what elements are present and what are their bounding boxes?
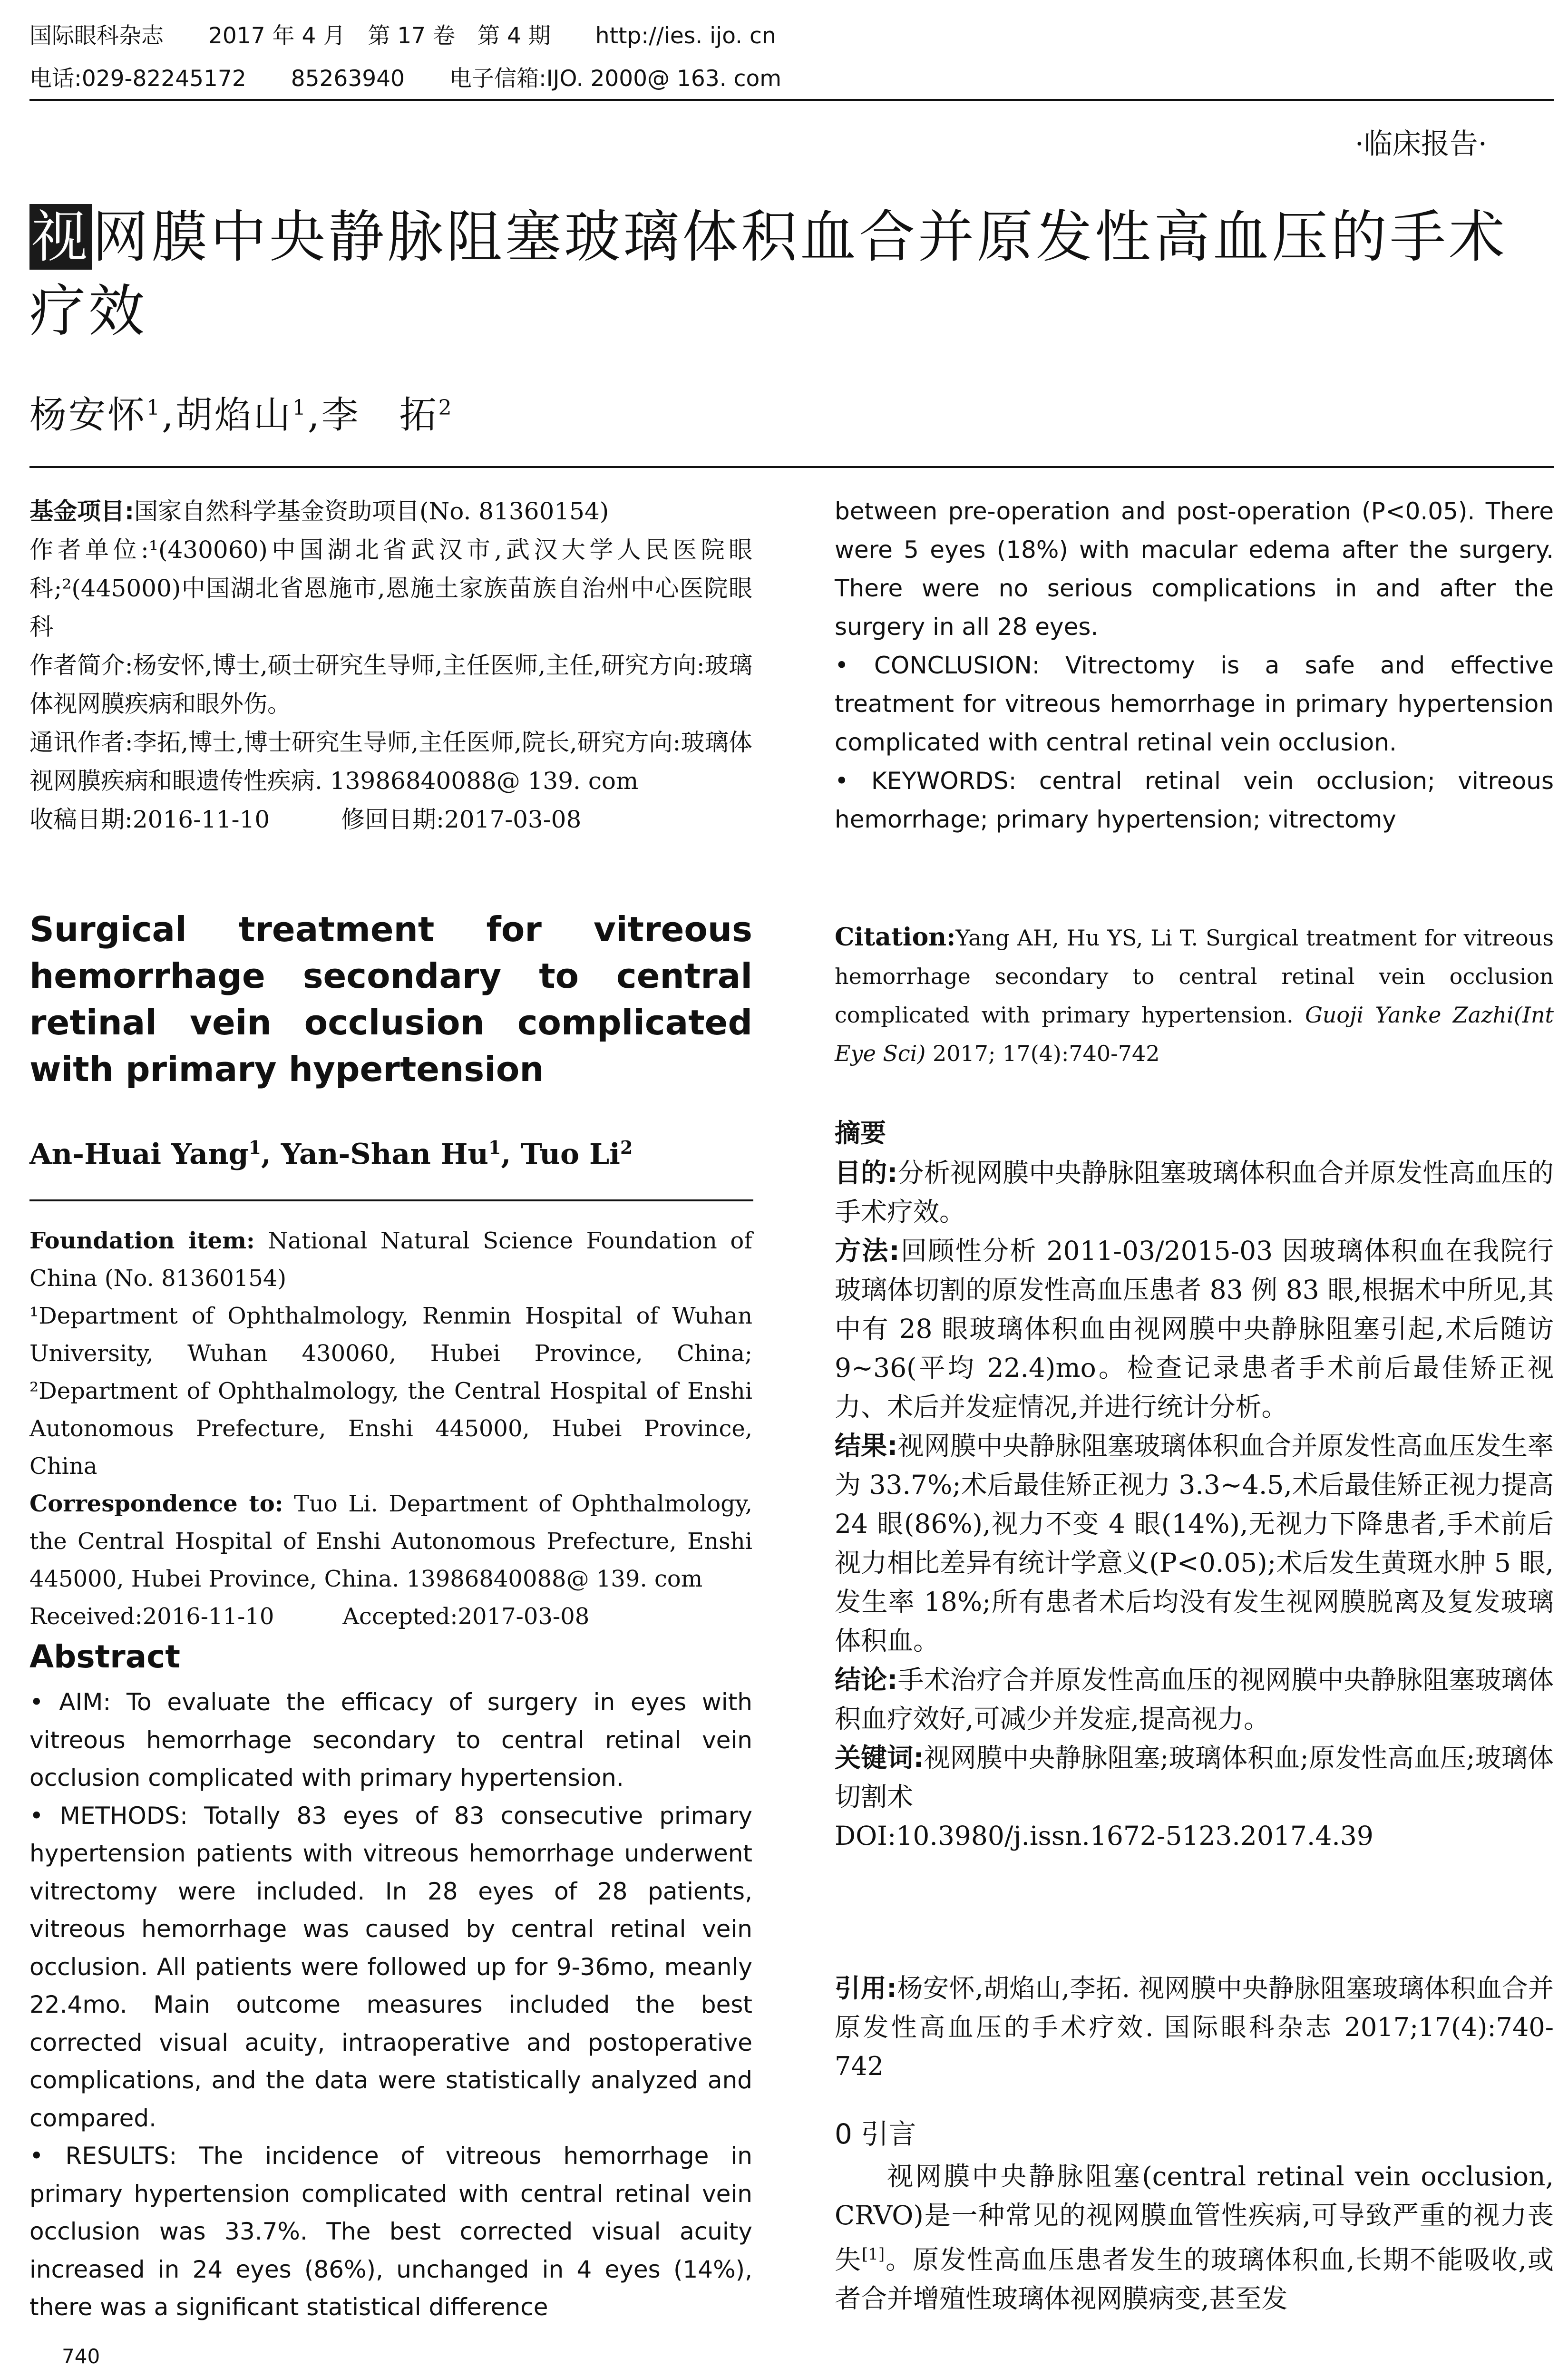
author-3: 李 拓 xyxy=(321,394,438,437)
citation-label: Citation: xyxy=(835,923,956,952)
citation-text: Yang AH, Hu YS, Li T. Surgical treatment for vitreous hemorrhage secondary to central retinal vein occlusion complicated with primary hypertension. xyxy=(835,925,1554,1028)
abstract-heading: Abstract xyxy=(29,1638,180,1675)
mudi-text: 分析视网膜中央静脉阻塞玻璃体积血合并原发性高血压的手术疗效。 xyxy=(835,1158,1554,1227)
author-3-sup: 2 xyxy=(438,396,454,420)
title-divider xyxy=(29,466,1554,468)
authors-divider xyxy=(29,1199,753,1201)
jieguo-label: 结果: xyxy=(835,1431,898,1461)
jieguo-text: 视网膜中央静脉阻塞玻璃体积血合并原发性高血压发生率为 33.7%;术后最佳矫正视力 3.3~4.5,术后最佳矫正视力提高 24 眼(86%),视力不变 4 眼(14%),无视力下降患者,手术前后视力相比差异有统计学意义(P<0.05);术后发生黄斑水肿 5 眼,发生率 18%;所有患者术后均没有发生视网膜脱离及复发玻璃体积血。 xyxy=(835,1431,1554,1656)
authors-cn: 杨安怀$^1$,胡焰山$^1$,李 拓$^2$ xyxy=(29,394,454,437)
article-metadata-cn xyxy=(29,492,752,839)
affiliations-en xyxy=(29,1222,752,1636)
intro-text xyxy=(835,2157,1554,2318)
author-2: 胡焰山 xyxy=(175,394,292,437)
header-divider xyxy=(29,99,1554,101)
correspondence-text: Tuo Li. Department of Ophthalmology, the Central Hospital of Enshi Autonomous Prefecture, Enshi 445000, Hubei Province, China. 13986840088@ 139. com xyxy=(29,1490,752,1592)
fund-label: 基金项目: xyxy=(29,497,134,525)
intro-text-a: 视网膜中央静脉阻塞(central retinal vein occlusion, CRVO)是一种常见的视网膜血管性疾病,可导致严重的视力丧失 xyxy=(835,2161,1554,2275)
title-rest: 网膜中央静脉阻塞玻璃体积血合并原发性高血压的手术疗效 xyxy=(29,204,1508,344)
cn-citation-label: 引用: xyxy=(835,1973,897,2003)
zhaiyao-heading: 摘要 xyxy=(835,1118,886,1148)
intro-text-b: 。原发性高血压患者发生的玻璃体积血,长期不能吸收,或者合并增殖性玻璃体视网膜病变,甚至发 xyxy=(835,2244,1554,2314)
unit-text: ¹(430060)中国湖北省武汉市,武汉大学人民医院眼科;²(445000)中国湖北省恩施市,恩施土家族苗族自治州中心医院眼科 xyxy=(29,536,752,641)
en-author-3-sup: 2 xyxy=(620,1137,633,1158)
intro-heading: 0 引言 xyxy=(835,2118,916,2150)
bio-text: 杨安怀,博士,硕士研究生导师,主任医师,主任,研究方向:玻璃体视网膜疾病和眼外伤。 xyxy=(29,652,752,718)
author-1: 杨安怀 xyxy=(29,394,147,437)
bio-label: 作者简介: xyxy=(29,652,133,679)
abstract-left xyxy=(29,1684,752,2327)
citation-tail: 2017; 17(4):740-742 xyxy=(932,1041,1160,1066)
cn-citation-text: 杨安怀,胡焰山,李拓. 视网膜中央静脉阻塞玻璃体积血合并原发性高血压的手术疗效. 国际眼科杂志 2017;17(4):740-742 xyxy=(835,1973,1554,2081)
journal-header-line2: 电话:029-82245172 85263940 电子信箱:IJO. 2000@ 163. com xyxy=(29,66,781,92)
abstract-results: • RESULTS: The incidence of vitreous hemorrhage in primary hypertension complicated with central retinal vein occlusion was 33.7%. The best corrected visual acuity increased in 24 eyes (86%), unchanged in 4 eyes (14%), there was a significant statistical difference xyxy=(29,2142,752,2321)
mudi-label: 目的: xyxy=(835,1158,898,1188)
received-dates: Received:2016-11-10 Accepted:2017-03-08 xyxy=(29,1603,590,1630)
authors-en xyxy=(29,1137,633,1171)
abstract-methods: • METHODS: Totally 83 eyes of 83 consecutive primary hypertension patients with vitreous hemorrhage underwent vitrectomy were included. In 28 eyes of 28 patients, vitreous hemorrhage was caused by central retinal vein occlusion. All patients were followed up for 9-36mo, meanly 22.4mo. Main outcome measures included the best corrected visual acuity, intraoperative and postoperative complications, and the data were statistically analyzed and compared. xyxy=(29,1802,752,2132)
en-author-1: An-Huai Yang xyxy=(29,1138,249,1171)
en-author-2: , Yan-Shan Hu xyxy=(261,1138,489,1171)
citation xyxy=(835,918,1554,1073)
keyword-text: 视网膜中央静脉阻塞;玻璃体积血;原发性高血压;玻璃体切割术 xyxy=(835,1743,1554,1812)
corr-label: 通讯作者: xyxy=(29,729,133,756)
journal-header-line1: 国际眼科杂志 2017 年 4 月 第 17 卷 第 4 期 http://ies. ijo. cn xyxy=(29,23,776,49)
fangfa-text: 回顾性分析 2011-03/2015-03 因玻璃体积血在我院行玻璃体切割的原发性高血压患者 83 例 83 眼,根据术中所见,其中有 28 眼玻璃体积血由视网膜中央静脉阻塞引起,术后随访 9~36(平均 22.4)mo。检查记录患者手术前后最佳矫正视力、术后并发症情况,并进行统计分析。 xyxy=(835,1236,1554,1422)
cn-citation xyxy=(835,1969,1554,2086)
section-label: ·临床报告· xyxy=(1354,127,1487,161)
article-title xyxy=(29,200,1556,348)
correspondence-label: Correspondence to: xyxy=(29,1490,283,1517)
abstract-right xyxy=(835,492,1554,839)
author-2-sup: 1 xyxy=(292,396,308,420)
abstract-aim: • AIM: To evaluate the efficacy of surgery in eyes with vitreous hemorrhage secondary to central retinal vein occlusion complicated with primary hypertension. xyxy=(29,1688,752,1792)
dates: 收稿日期:2016-11-10 修回日期:2017-03-08 xyxy=(29,806,582,833)
author-1-sup: 1 xyxy=(146,396,162,420)
unit-label: 作者单位: xyxy=(29,536,149,564)
page-number: 740 xyxy=(62,2345,100,2368)
en-author-2-sup: 1 xyxy=(488,1137,501,1158)
department-text: ¹Department of Ophthalmology, Renmin Hospital of Wuhan University, Wuhan 430060, Hubei Province, China; ²Department of Ophthalmology, the Central Hospital of Enshi Autonomous Prefecture, Enshi 445000, Hubei Province, China xyxy=(29,1303,752,1480)
abstract-results-cont: between pre-operation and post-operation (P<0.05). There were 5 eyes (18%) with macular edema after the surgery. There were no serious complications in and after the surgery in all 28 eyes. xyxy=(835,497,1554,641)
zhaiyao xyxy=(835,1153,1554,1855)
doi: DOI:10.3980/j.issn.1672-5123.2017.4.39 xyxy=(835,1821,1373,1851)
fangfa-label: 方法: xyxy=(835,1236,900,1266)
keyword-label: 关键词: xyxy=(835,1743,924,1773)
foundation-label: Foundation item: xyxy=(29,1227,255,1254)
en-author-1-sup: 1 xyxy=(248,1137,262,1158)
abstract-keywords: • KEYWORDS: central retinal vein occlusion; vitreous hemorrhage; primary hypertension; vitrectomy xyxy=(835,767,1554,833)
english-title: Surgical treatment for vitreous hemorrhage secondary to central retinal vein occlusion complicated with primary hypertension xyxy=(29,909,752,1089)
corr-text: 李拓,博士,博士研究生导师,主任医师,院长,研究方向:玻璃体视网膜疾病和眼遗传性疾病. 13986840088@ 139. com xyxy=(29,729,752,795)
foundation-text: National Natural Science Foundation of China (No. 81360154) xyxy=(29,1227,752,1292)
abstract-conclusion: • CONCLUSION: Vitrectomy is a safe and effective treatment for vitreous hemorrhage in primary hypertension complicated with central retinal vein occlusion. xyxy=(835,652,1554,756)
fund-text: 国家自然科学基金资助项目(No. 81360154) xyxy=(134,497,609,525)
citation-journal: Guoji Yanke Zazhi(Int Eye Sci) xyxy=(835,1002,1554,1066)
jielun-text: 手术治疗合并原发性高血压的视网膜中央静脉阻塞玻璃体积血疗效好,可减少并发症,提高视力。 xyxy=(835,1665,1554,1734)
intro-ref: [1] xyxy=(862,2245,885,2264)
title-first-char: 视 xyxy=(29,204,92,270)
jielun-label: 结论: xyxy=(835,1665,898,1695)
en-author-3: , Tuo Li xyxy=(501,1138,620,1171)
